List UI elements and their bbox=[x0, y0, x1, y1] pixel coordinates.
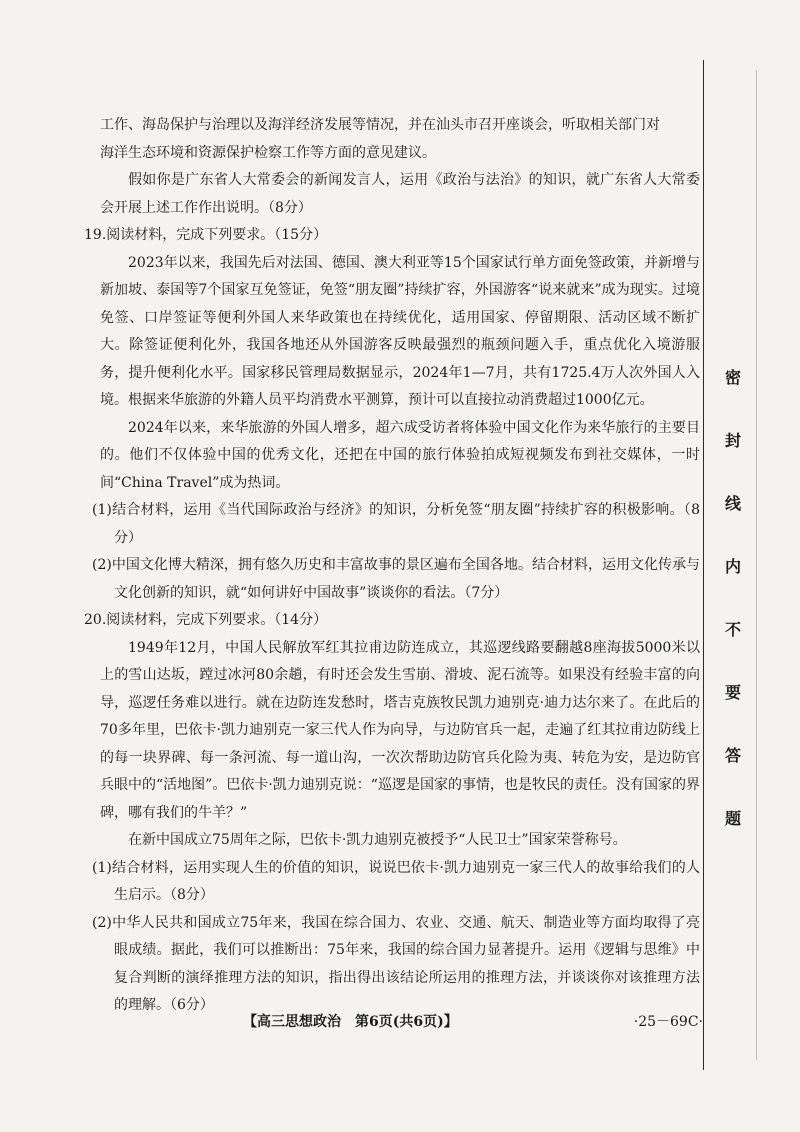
seal-char: 内 bbox=[724, 557, 741, 576]
seal-char: 不 bbox=[724, 620, 741, 639]
seal-char: 要 bbox=[724, 683, 741, 702]
seal-char: 密 bbox=[724, 368, 741, 387]
q20-subquestion-2: (2)中华人民共和国成立75年来，我国在综合国力、农业、交通、航天、制造业等方面均取得了亮眼成绩。据此，我们可以推断出：75年来，我国的综合国力显著提升。运用《逻辑与思维》中复合判断的演绎推理方法的知识，指出得出该结论所运用的推理方法，并谈谈你对该推理方法的理解。（6分） bbox=[92, 914, 700, 1013]
footer-page-info: 【高三思想政治 第6页(共6页)】 bbox=[243, 1014, 458, 1030]
q19-material-1: 2023年以来，我国先后对法国、德国、澳大利亚等15个国家试行单方面免签政策，并新增与新加坡、泰国等7个国家互免签证，免签“朋友圈”持续扩容，外国游客“说来就来”成为现实。过境免签、口岸签证等便利外国人来华政策也在持续优化，适用国家、停留期限、活动区域不断扩大。除签证便利化外，我国各地还从外国游客反映最强烈的瓶颈问题入手，重点优化入境游服务，提升便利化水平。国家移民管理局数据显示，2024年1—7月，共有1725.4万人次外国人入境。根据来华旅游的外籍人员平均消费水平测算，预计可以直接拉动消费超过1000亿元。 bbox=[100, 254, 700, 408]
footer-code: ·25－69C· bbox=[633, 1014, 703, 1030]
q19-subquestion-2: (2)中国文化博大精深，拥有悠久历史和丰富故事的景区遍布全国各地。结合材料，运用文化传承与文化创新的知识，就“如何讲好中国故事”谈谈你的看法。（7分） bbox=[92, 557, 700, 601]
q20-header: 20.阅读材料，完成下列要求。（14分） bbox=[84, 612, 328, 628]
q20-subquestion-1: (1)结合材料，运用实现人生的价值的知识，说说巴依卡·凯力迪别克一家三代人的故事给我们的人生启示。（8分） bbox=[92, 859, 700, 903]
seal-char: 答 bbox=[724, 746, 741, 765]
continuation-line-1: 工作、海岛保护与治理以及海洋经济发展等情况，并在汕头市召开座谈会，听取相关部门对 bbox=[100, 117, 660, 133]
q20-material-2: 在新中国成立75周年之际，巴依卡·凯力迪别克被授予“人民卫士”国家荣誉称号。 bbox=[128, 832, 627, 848]
exam-content bbox=[84, 112, 700, 1020]
q19-material-2: 2024年以来，来华旅游的外国人增多，超六成受访者将体验中国文化作为来华旅行的主要目的。他们不仅体验中国的优秀文化，还把在中国的旅行体验拍成短视频发布到社交媒体，一时间“China Travel”成为热词。 bbox=[100, 419, 700, 491]
q19-subquestion-1: (1)结合材料，运用《当代国际政治与经济》的知识，分析免签“朋友圈”持续扩容的积极影响。（8分） bbox=[92, 502, 700, 546]
q19-header: 19.阅读材料，完成下列要求。（15分） bbox=[84, 227, 328, 243]
page-footer bbox=[243, 1011, 703, 1035]
page-edge-line bbox=[756, 70, 757, 1060]
continuation-line-2: 海洋生态环境和资源保护检察工作等方面的意见建议。 bbox=[100, 144, 436, 161]
binding-line bbox=[703, 60, 704, 1070]
q18-task: 假如你是广东省人大常委会的新闻发言人，运用《政治与法治》的知识，就广东省人大常委会开展上述工作作出说明。（8分） bbox=[100, 172, 700, 216]
seal-char: 封 bbox=[724, 431, 741, 450]
q20-material-1: 1949年12月，中国人民解放军红其拉甫边防连成立，其巡逻线路要翻越8座海拔5000米以上的雪山达坂，蹚过冰河80余趟，有时还会发生雪崩、滑坡、泥石流等。如果没有经验丰富的向导，巡逻任务难以进行。就在边防连发愁时，塔吉克族牧民凯力迪别克·迪力达尔来了。在此后的70多年里，巴依卡·凯力迪别克一家三代人作为向导，与边防官兵一起，走遍了红其拉甫边防线上的每一块界碑、每一条河流、每一道山沟，一次次帮助边防官兵化险为夷、转危为安，是边防官兵眼中的“活地图”。巴依卡·凯力迪别克说：“巡逻是国家的事情，也是牧民的责任。没有国家的界碑，哪有我们的牛羊？” bbox=[100, 639, 700, 821]
seal-notice bbox=[718, 370, 748, 874]
seal-char: 线 bbox=[724, 494, 741, 513]
seal-char: 题 bbox=[724, 809, 741, 828]
